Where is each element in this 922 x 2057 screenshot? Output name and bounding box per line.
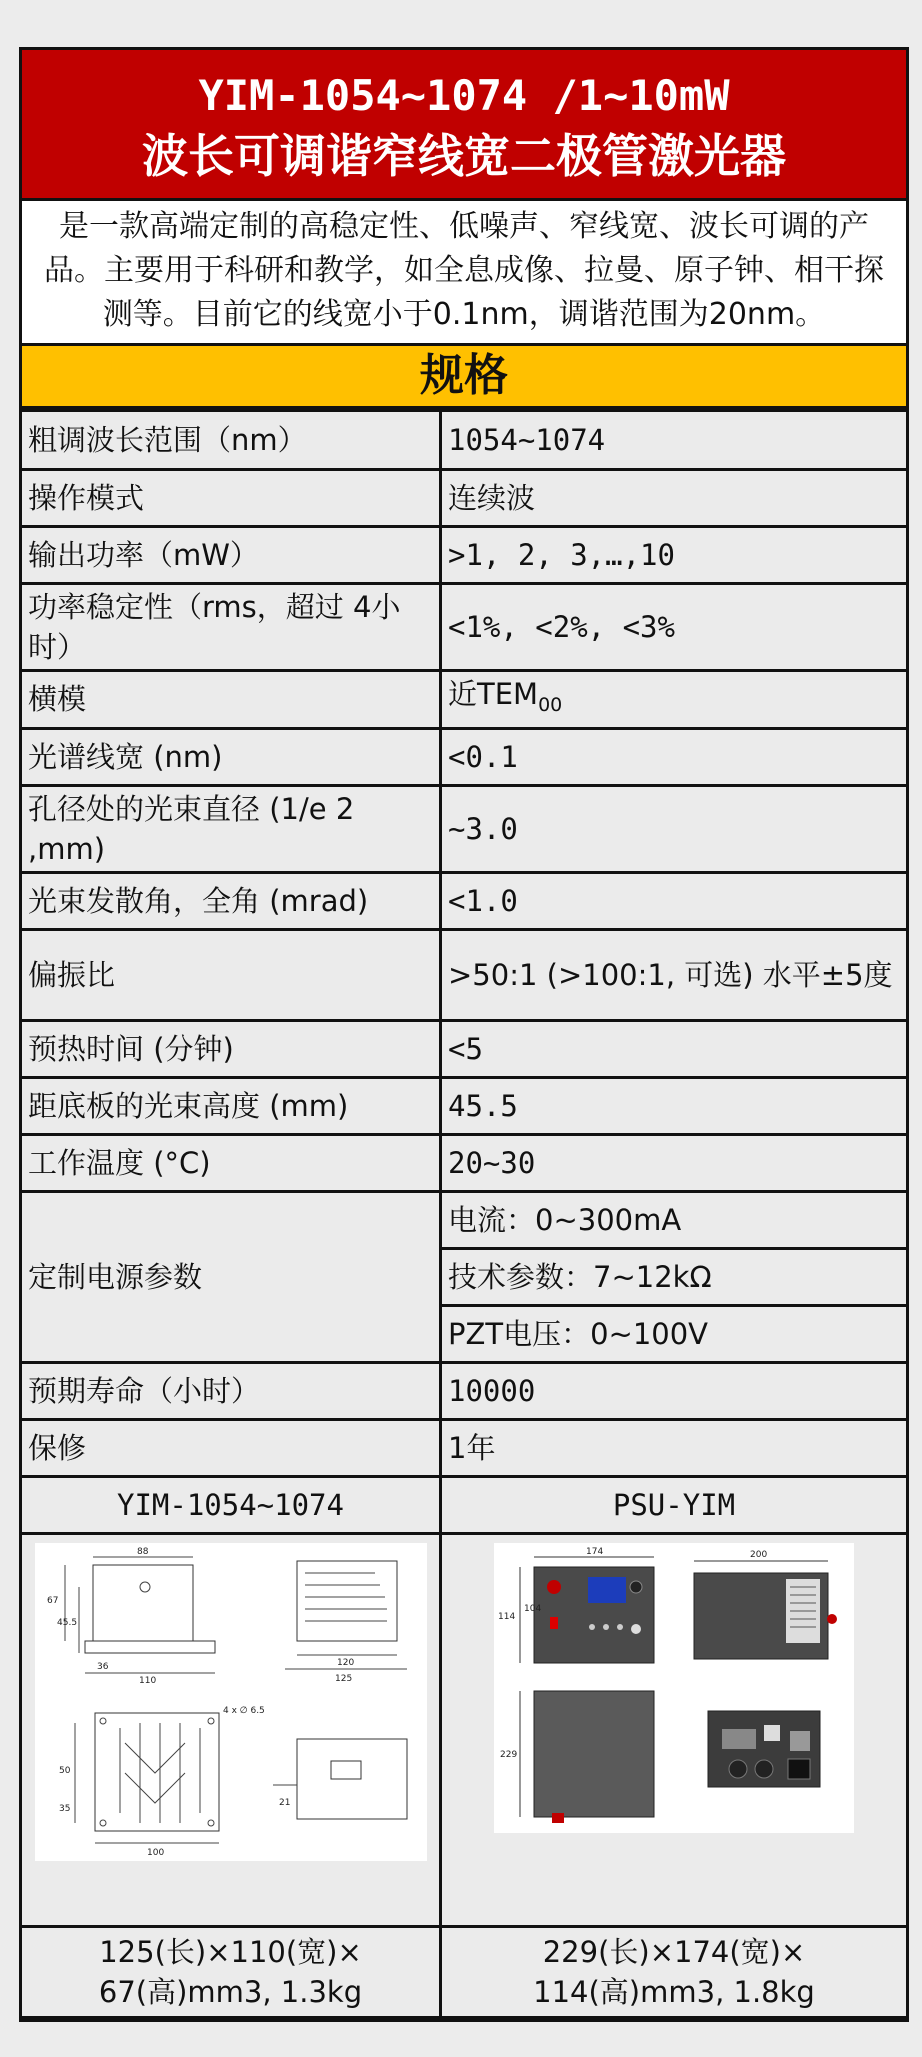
dim-110: 110: [138, 1675, 156, 1686]
laser-head-drawing: [35, 1543, 427, 1861]
transverse-mode-value: 近TEM: [448, 677, 539, 711]
spec-label: 偏振比: [22, 929, 441, 1020]
spec-value: 10000: [441, 1362, 907, 1419]
product-name-row: [22, 1476, 906, 1533]
dim-45-5: 45.5: [56, 1617, 77, 1628]
spec-label: 工作温度 (°C): [22, 1134, 441, 1191]
spec-row: [22, 584, 906, 671]
spec-value: <0.1: [441, 728, 907, 785]
dim-21: 21: [278, 1797, 290, 1808]
spec-value: >50:1 (>100:1, 可选) 水平±5度: [441, 929, 907, 1020]
spec-value: >1, 2, 3,…,10: [441, 527, 907, 584]
spec-row: [22, 929, 906, 1020]
spec-label: 距底板的光束高度 (mm): [22, 1077, 441, 1134]
spec-label: 功率稳定性（rms，超过 4小时）: [22, 584, 441, 671]
spec-row: [22, 728, 906, 785]
dim-36: 36: [96, 1661, 108, 1672]
dim-120: 120: [336, 1657, 354, 1668]
spec-row: [22, 470, 906, 527]
product-name: PSU-YIM: [441, 1476, 907, 1533]
product-size-row: [22, 1926, 906, 2017]
spec-value: PZT电压：0~100V: [441, 1305, 907, 1362]
spec-label: 输出功率（mW）: [22, 527, 441, 584]
spec-label: 预热时间 (分钟): [22, 1020, 441, 1077]
psu-dim-174: 174: [586, 1546, 604, 1557]
psu-dim-229: 229: [500, 1749, 518, 1760]
dim-holes: 4 x ∅ 6.5: [222, 1705, 265, 1716]
spec-row: [22, 1020, 906, 1077]
psu-dim-200: 200: [750, 1549, 768, 1560]
spec-row: [22, 1134, 906, 1191]
dim-35: 35: [58, 1803, 70, 1814]
product-name: YIM-1054~1074: [22, 1476, 441, 1533]
dim-100: 100: [146, 1847, 164, 1858]
spec-value: 45.5: [441, 1077, 907, 1134]
spec-value: 1年: [441, 1419, 907, 1476]
spec-row: [22, 411, 906, 470]
spec-value: 20~30: [441, 1134, 907, 1191]
spec-table: [22, 409, 906, 2019]
spec-value: <1%, <2%, <3%: [441, 584, 907, 671]
spec-value: 技术参数：7~12kΩ: [441, 1248, 907, 1305]
spec-label: 定制电源参数: [22, 1191, 441, 1362]
spec-value: ~3.0: [441, 785, 907, 872]
spec-value: 1054~1074: [441, 411, 907, 470]
dim-88: 88: [136, 1546, 148, 1557]
psu-dim-104: 104: [524, 1603, 542, 1614]
spec-row: [22, 785, 906, 872]
psu-drawing-cell: [441, 1533, 907, 1926]
product-drawing-row: [22, 1533, 906, 1926]
spec-row: [22, 671, 906, 729]
spec-label: 预期寿命（小时）: [22, 1362, 441, 1419]
size-line: 114(高)mm3, 1.8kg: [533, 1974, 815, 2009]
spec-value: <5: [441, 1020, 907, 1077]
title-banner: [22, 50, 906, 201]
spec-row: [22, 527, 906, 584]
laser-drawing-cell: [22, 1533, 441, 1926]
spec-row: [22, 872, 906, 929]
spec-label: 粗调波长范围（nm）: [22, 411, 441, 470]
intro-text: 是一款高端定制的高稳定性、低噪声、窄线宽、波长可调的产品。主要用于科研和教学，如全息成像、拉曼、原子钟、相干探测等。目前它的线宽小于0.1nm，调谐范围为20nm。: [22, 201, 906, 346]
dim-50: 50: [58, 1765, 70, 1776]
spec-row: [22, 1077, 906, 1134]
size-line: 229(长)×174(宽)×: [542, 1934, 806, 1969]
spec-label: 孔径处的光束直径 (1/e 2 ,mm): [22, 785, 441, 872]
spec-row: [22, 1419, 906, 1476]
spec-value: 连续波: [441, 470, 907, 527]
spec-heading: 规格: [22, 346, 906, 409]
spec-label: 操作模式: [22, 470, 441, 527]
transverse-mode-subscript: 00: [538, 693, 563, 716]
size-line: 125(长)×110(宽)×: [99, 1934, 362, 1969]
spec-label: 保修: [22, 1419, 441, 1476]
spec-label: 横模: [22, 671, 441, 729]
spec-row: [22, 1362, 906, 1419]
spec-value: [441, 671, 907, 729]
laser-size: [22, 1926, 441, 2017]
spec-row: [22, 1191, 906, 1248]
psu-drawing: [494, 1543, 854, 1833]
size-line: 67(高)mm3, 1.3kg: [98, 1974, 363, 2009]
spec-label: 光束发散角，全角 (mrad): [22, 872, 441, 929]
spec-label: 光谱线宽 (nm): [22, 728, 441, 785]
psu-dim-114: 114: [498, 1611, 516, 1622]
spec-sheet: [19, 47, 909, 2022]
product-title: 波长可调谐窄线宽二极管激光器: [142, 129, 786, 183]
dim-67: 67: [46, 1595, 58, 1606]
spec-value: <1.0: [441, 872, 907, 929]
dim-125: 125: [334, 1673, 352, 1684]
spec-value: 电流：0~300mA: [441, 1191, 907, 1248]
model-title: YIM-1054~1074 /1~10mW: [198, 71, 730, 120]
psu-size: [441, 1926, 907, 2017]
